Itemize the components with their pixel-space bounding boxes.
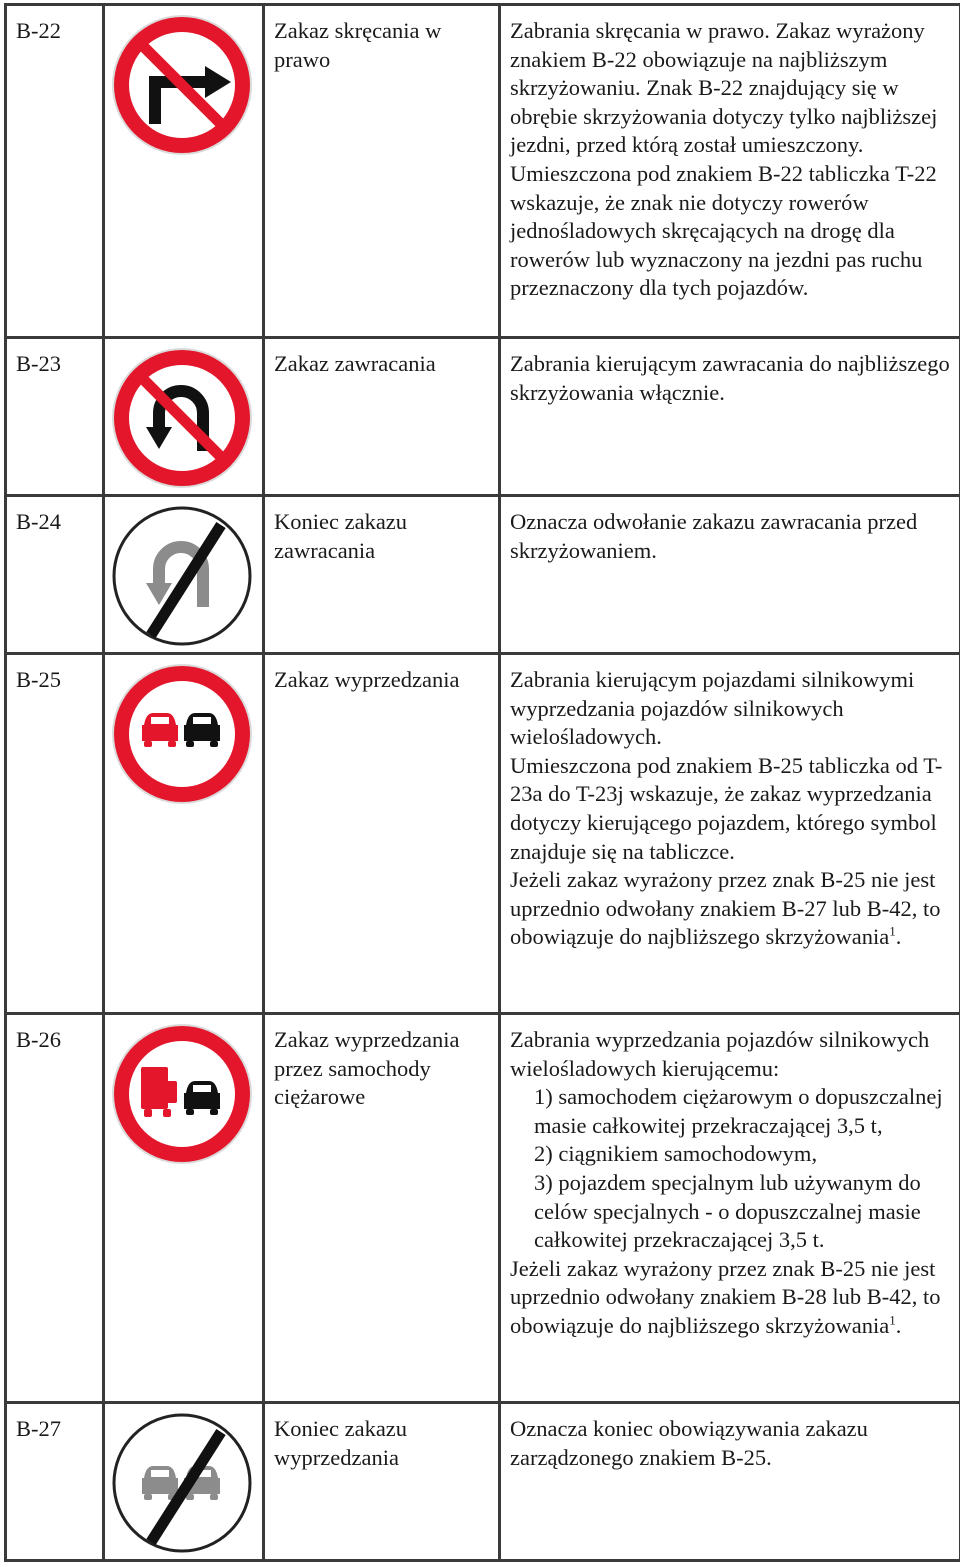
sign-description <box>500 1403 960 1561</box>
description-text-part: Jeżeli zakaz wyrażony przez znak B-25 nie jest uprzednio odwołany znakiem B-27 lub B-42, to obowiązuje do najbliższego skrzyżowania <box>510 867 941 950</box>
no-overtaking-sign-icon <box>111 663 253 805</box>
sign-name: Zakaz wyprzedzania <box>264 654 500 1014</box>
road-signs-table <box>4 3 960 1562</box>
sign-code: B-25 <box>6 654 104 1014</box>
sign-name: Koniec zakazu zawracania <box>264 496 500 654</box>
description-text: Umieszczona pod znakiem B-25 tabliczka od T-23a do T-23j wskazuje, że zakaz wyprzedzania dotyczy kierującego pojazdem, którego symbol znajduje się na tabliczce. <box>510 752 943 864</box>
footnote-marker: 1 <box>889 923 896 939</box>
sign-description <box>500 5 960 338</box>
sign-image-cell <box>104 338 264 496</box>
sign-image-cell <box>104 1014 264 1403</box>
sign-code: B-27 <box>6 1403 104 1561</box>
description-text: Zabrania kierującym pojazdami silnikowymi wyprzedzania pojazdów silnikowych wielośladowych. <box>510 667 915 750</box>
description-text-part: Jeżeli zakaz wyrażony przez znak B-25 nie jest uprzednio odwołany znakiem B-28 lub B-42, to obowiązuje do najbliższego skrzyżowania <box>510 1255 941 1338</box>
description-list-item: 2) ciągnikiem samochodowym, <box>534 1141 818 1167</box>
sign-code: B-22 <box>6 5 104 338</box>
no-right-turn-sign-icon <box>111 14 253 156</box>
description-list-item: 1) samochodem ciężarowym o dopuszczalnej masie całkowitej przekraczającej 3,5 t, <box>534 1084 943 1138</box>
description-text: Zabrania skręcania w prawo. Zakaz wyrażony znakiem B-22 obowiązuje na najbliższym skrzyżowaniu. Znak B-22 znajdujący się w obrębie skrzyżowania dotyczy tylko najbliższej jezdni, przed którą został umieszczony. Umieszczona pod znakiem B-22 tabliczka T-22 wskazuje, że znak nie dotyczy rowerów jednośladowych skręcających na drogę dla rowerów lub wyznaczony na jezdni pas ruchu przeznaczony dla tych pojazdów. <box>510 18 938 301</box>
sign-row-b25 <box>6 654 960 1014</box>
sign-row-b26 <box>6 1014 960 1403</box>
sign-code: B-24 <box>6 496 104 654</box>
sign-name: Koniec zakazu wyprzedzania <box>264 1403 500 1561</box>
no-u-turn-sign-icon <box>111 347 253 489</box>
end-no-overtaking-sign-icon <box>111 1412 253 1554</box>
sign-row-b22 <box>6 5 960 338</box>
description-text: Zabrania wyprzedzania pojazdów silnikowych wielośladowych kierującemu: <box>510 1027 930 1081</box>
sign-row-b27 <box>6 1403 960 1561</box>
sign-row-b23 <box>6 338 960 496</box>
no-overtaking-by-trucks-sign-icon <box>111 1023 253 1165</box>
end-no-u-turn-sign-icon <box>111 505 253 647</box>
sign-description <box>500 338 960 496</box>
sign-description <box>500 654 960 1014</box>
description-text: Oznacza odwołanie zakazu zawracania przed skrzyżowaniem. <box>510 509 918 563</box>
sign-image-cell <box>104 496 264 654</box>
description-text: Zabrania kierującym zawracania do najbliższego skrzyżowania włącznie. <box>510 351 950 405</box>
description-text: Jeżeli zakaz wyrażony przez znak B-25 nie jest uprzednio odwołany znakiem B-27 lub B-42, to obowiązuje do najbliższego skrzyżowania$^1$. <box>510 867 941 950</box>
sign-image-cell <box>104 654 264 1014</box>
sign-image-cell <box>104 5 264 338</box>
sign-description <box>500 496 960 654</box>
sign-code: B-23 <box>6 338 104 496</box>
footnote-marker: 1 <box>889 1312 896 1328</box>
sign-row-b24 <box>6 496 960 654</box>
description-list-item: 3) pojazdem specjalnym lub używanym do celów specjalnych - o dopuszczalnej masie całkowitej przekraczającej 3,5 t. <box>534 1169 921 1253</box>
sign-image-cell <box>104 1403 264 1561</box>
sign-code: B-26 <box>6 1014 104 1403</box>
sign-name: Zakaz skręcania w prawo <box>264 5 500 338</box>
sign-name: Zakaz zawracania <box>264 338 500 496</box>
sign-name: Zakaz wyprzedzania przez samochody ciężarowe <box>264 1014 500 1403</box>
description-text: Oznacza koniec obowiązywania zakazu zarządzonego znakiem B-25. <box>510 1416 868 1470</box>
description-text: Jeżeli zakaz wyrażony przez znak B-25 nie jest uprzednio odwołany znakiem B-28 lub B-42, to obowiązuje do najbliższego skrzyżowania$^1$. <box>510 1255 941 1338</box>
sign-description <box>500 1014 960 1403</box>
